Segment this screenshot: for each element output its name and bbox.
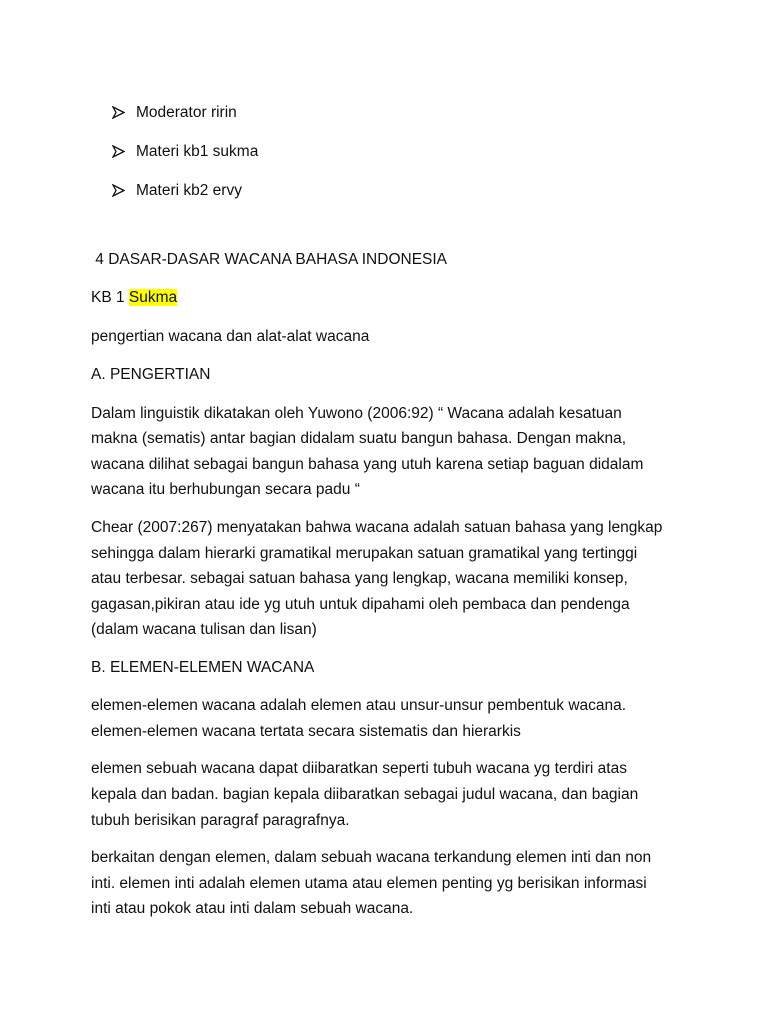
text-line: Chear (2007:267) menyatakan bahwa wacana adalah satuan bahasa yang lengkap xyxy=(91,518,663,536)
text-line: elemen-elemen wacana adalah elemen atau unsur-unsur pembentuk wacana. xyxy=(91,697,627,715)
text-line: inti. elemen inti adalah elemen utama atau elemen penting yg berisikan informasi xyxy=(91,874,647,892)
arrow-bullet-icon xyxy=(112,106,125,119)
text-line: inti atau pokok atau inti dalam sebuah wacana. xyxy=(91,900,414,918)
text-line: berkaitan dengan elemen, dalam sebuah wacana terkandung elemen inti dan non xyxy=(91,849,652,867)
subtitle: pengertian wacana dan alat-alat wacana xyxy=(91,327,370,345)
bullet-text: Materi kb1 sukma xyxy=(136,142,259,160)
text-line: (dalam wacana tulisan dan lisan) xyxy=(91,621,317,639)
text-line: sehingga dalam hierarki gramatikal merupakan satuan gramatikal yang tertinggi xyxy=(91,544,638,562)
paragraph-4 xyxy=(91,756,691,833)
highlighted-name: Sukma xyxy=(128,289,178,307)
arrow-bullet-icon xyxy=(112,184,125,197)
document-body xyxy=(91,247,691,934)
paragraph-5 xyxy=(91,845,691,922)
document-heading: 4 DASAR-DASAR WACANA BAHASA INDONESIA xyxy=(91,251,448,268)
text-line: tubuh berisikan paragraf paragrafnya. xyxy=(91,811,350,829)
text-line: atau terbesar. sebagai satuan bahasa yang lengkap, wacana memiliki konsep, xyxy=(91,570,628,588)
text-line: elemen sebuah wacana dapat diibaratkan seperti tubuh wacana yg terdiri atas xyxy=(91,760,627,778)
arrow-bullet-icon xyxy=(112,145,125,158)
list-item xyxy=(112,171,258,210)
section-heading-b: B. ELEMEN-ELEMEN WACANA xyxy=(91,658,315,676)
bullet-text: Moderator ririn xyxy=(136,103,237,121)
text-line: kepala dan badan. bagian kepala diibaratkan sebagai judul wacana, dan bagian xyxy=(91,786,639,804)
text-line: Dalam linguistik dikatakan oleh Yuwono (2006:92) “ Wacana adalah kesatuan xyxy=(91,404,622,422)
paragraph-2 xyxy=(91,515,691,643)
list-item xyxy=(112,93,258,132)
list-item xyxy=(112,132,258,171)
section-heading-a: A. PENGERTIAN xyxy=(91,366,211,384)
text-line: gagasan,pikiran atau ide yg utuh untuk dipahami oleh pembaca dan pendenga xyxy=(91,595,630,613)
text-line: wacana dilihat sebagai bangun bahasa yang utuh karena setiap baguan didalam xyxy=(91,455,644,473)
bullet-text: Materi kb2 ervy xyxy=(136,181,242,199)
kb-prefix: KB 1 xyxy=(91,289,129,307)
bullet-list xyxy=(112,93,258,210)
text-line: elemen-elemen wacana tertata secara sistematis dan hierarkis xyxy=(91,722,521,740)
text-line: makna (sematis) antar bagian didalam suatu bangun bahasa. Dengan makna, xyxy=(91,430,627,448)
kb-line xyxy=(91,285,691,311)
paragraph-1 xyxy=(91,401,691,503)
paragraph-3 xyxy=(91,693,691,744)
text-line: wacana itu berhubungan secara padu “ xyxy=(91,481,360,499)
